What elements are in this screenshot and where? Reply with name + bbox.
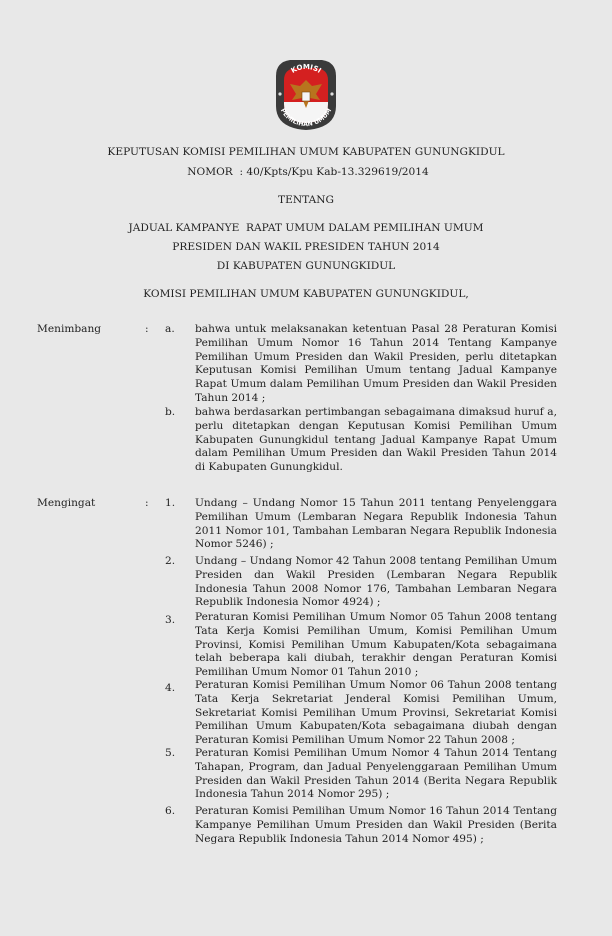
- mengingat-marker-5: 5.: [165, 747, 176, 759]
- mengingat-item-1: Undang – Undang Nomor 15 Tahun 2011 tentang Penyelenggara Pemilihan Umum (Lembaran Negara Republik Indonesia Tahun 2011 Nomor 101, Tambahan Lembaran Negara Republik Indonesia Nomor 5246) ;: [195, 497, 557, 551]
- menimbang-label: Menimbang: [37, 323, 102, 335]
- mengingat-marker-6: 6.: [165, 805, 176, 817]
- subject-line-2: PRESIDEN DAN WAKIL PRESIDEN TAHUN 2014: [172, 241, 440, 253]
- mengingat-colon: :: [145, 497, 149, 509]
- mengingat-item-5: Peraturan Komisi Pemilihan Umum Nomor 4 Tahun 2014 Tentang Tahapan, Program, dan Jadual Penyelenggaraan Pemilihan Umum Presiden dan Wakil Presiden Tahun 2014 (Berita Negara Republik Indonesia Tahun 2014 Nomor 295) ;: [195, 747, 557, 801]
- svg-text:KOMISI: KOMISI: [289, 62, 323, 75]
- issuer-line: KOMISI PEMILIHAN UMUM KABUPATEN GUNUNGKIDUL,: [143, 288, 469, 300]
- decision-title: KEPUTUSAN KOMISI PEMILIHAN UMUM KABUPATEN GUNUNGKIDUL: [107, 146, 505, 158]
- subject-line-3: DI KABUPATEN GUNUNGKIDUL: [216, 260, 396, 272]
- mengingat-marker-2: 2.: [165, 555, 176, 567]
- mengingat-item-6: Peraturan Komisi Pemilihan Umum Nomor 16 Tahun 2014 Tentang Kampanye Pemilihan Umum Presiden dan Wakil Presiden (Berita Negara Republik Indonesia Tahun 2014 Nomor 495) ;: [195, 805, 557, 845]
- tentang-heading: TENTANG: [278, 194, 334, 206]
- mengingat-marker-3: 3.: [165, 614, 176, 626]
- svg-text:PEMILIHAN UMUM: PEMILIHAN UMUM: [278, 107, 334, 129]
- mengingat-item-3: Peraturan Komisi Pemilihan Umum Nomor 05 Tahun 2008 tentang Tata Kerja Komisi Pemilihan Umum, Komisi Pemilihan Umum Provinsi, Komisi Pemilihan Umum Kabupaten/Kota sebagaimana telah beberapa kali diubah, terakhir dengan Peraturan Komisi Pemilihan Umum Nomor 01 Tahun 2010 ;: [195, 611, 557, 679]
- mengingat-label: Mengingat: [37, 497, 96, 509]
- menimbang-marker-b: b.: [165, 406, 176, 418]
- menimbang-item-b: bahwa berdasarkan pertimbangan sebagaimana dimaksud huruf a, perlu ditetapkan dengan Keputusan Komisi Pemilihan Umum Kabupaten Gunungkidul tentang Jadual Kampanye Rapat Umum dalam Pemilihan Umum Presiden dan Wakil Presiden Tahun 2014 di Kabupaten Gunungkidul.: [195, 406, 557, 474]
- menimbang-marker-a: a.: [165, 323, 175, 335]
- kpu-emblem-icon: [266, 54, 346, 134]
- menimbang-colon: :: [145, 323, 149, 335]
- kpu-logo: [266, 54, 346, 134]
- mengingat-item-2: Undang – Undang Nomor 42 Tahun 2008 tentang Pemilihan Umum Presiden dan Wakil Presiden (Lembaran Negara Republik Indonesia Tahun 2008 Nomor 176, Tambahan Lembaran Negara Republik Indonesia Nomor 4924) ;: [195, 555, 557, 609]
- subject-line-1: JADUAL KAMPANYE RAPAT UMUM DALAM PEMILIHAN UMUM: [128, 222, 484, 234]
- menimbang-item-a: bahwa untuk melaksanakan ketentuan Pasal 28 Peraturan Komisi Pemilihan Umum Nomor 16 Tahun 2014 Tentang Kampanye Pemilihan Umum Presiden dan Wakil Presiden, perlu ditetapkan Keputusan Komisi Pemilihan Umum tentang Jadual Kampanye Rapat Umum dalam Pemilihan Umum Presiden dan Wakil Presiden Tahun 2014 ;: [195, 323, 557, 404]
- mengingat-marker-1: 1.: [165, 497, 176, 509]
- mengingat-item-4: Peraturan Komisi Pemilihan Umum Nomor 06 Tahun 2008 tentang Tata Kerja Sekretariat Jenderal Komisi Pemilihan Umum, Sekretariat Komisi Pemilihan Umum Provinsi, Sekretariat Komisi Pemilihan Umum Kabupaten/Kota sebagaimana diubah dengan Peraturan Komisi Pemilihan Umum Nomor 22 Tahun 2008 ;: [195, 679, 557, 747]
- mengingat-marker-4: 4.: [165, 682, 176, 694]
- decision-number: NOMOR : 40/Kpts/Kpu Kab-13.329619/2014: [187, 166, 429, 178]
